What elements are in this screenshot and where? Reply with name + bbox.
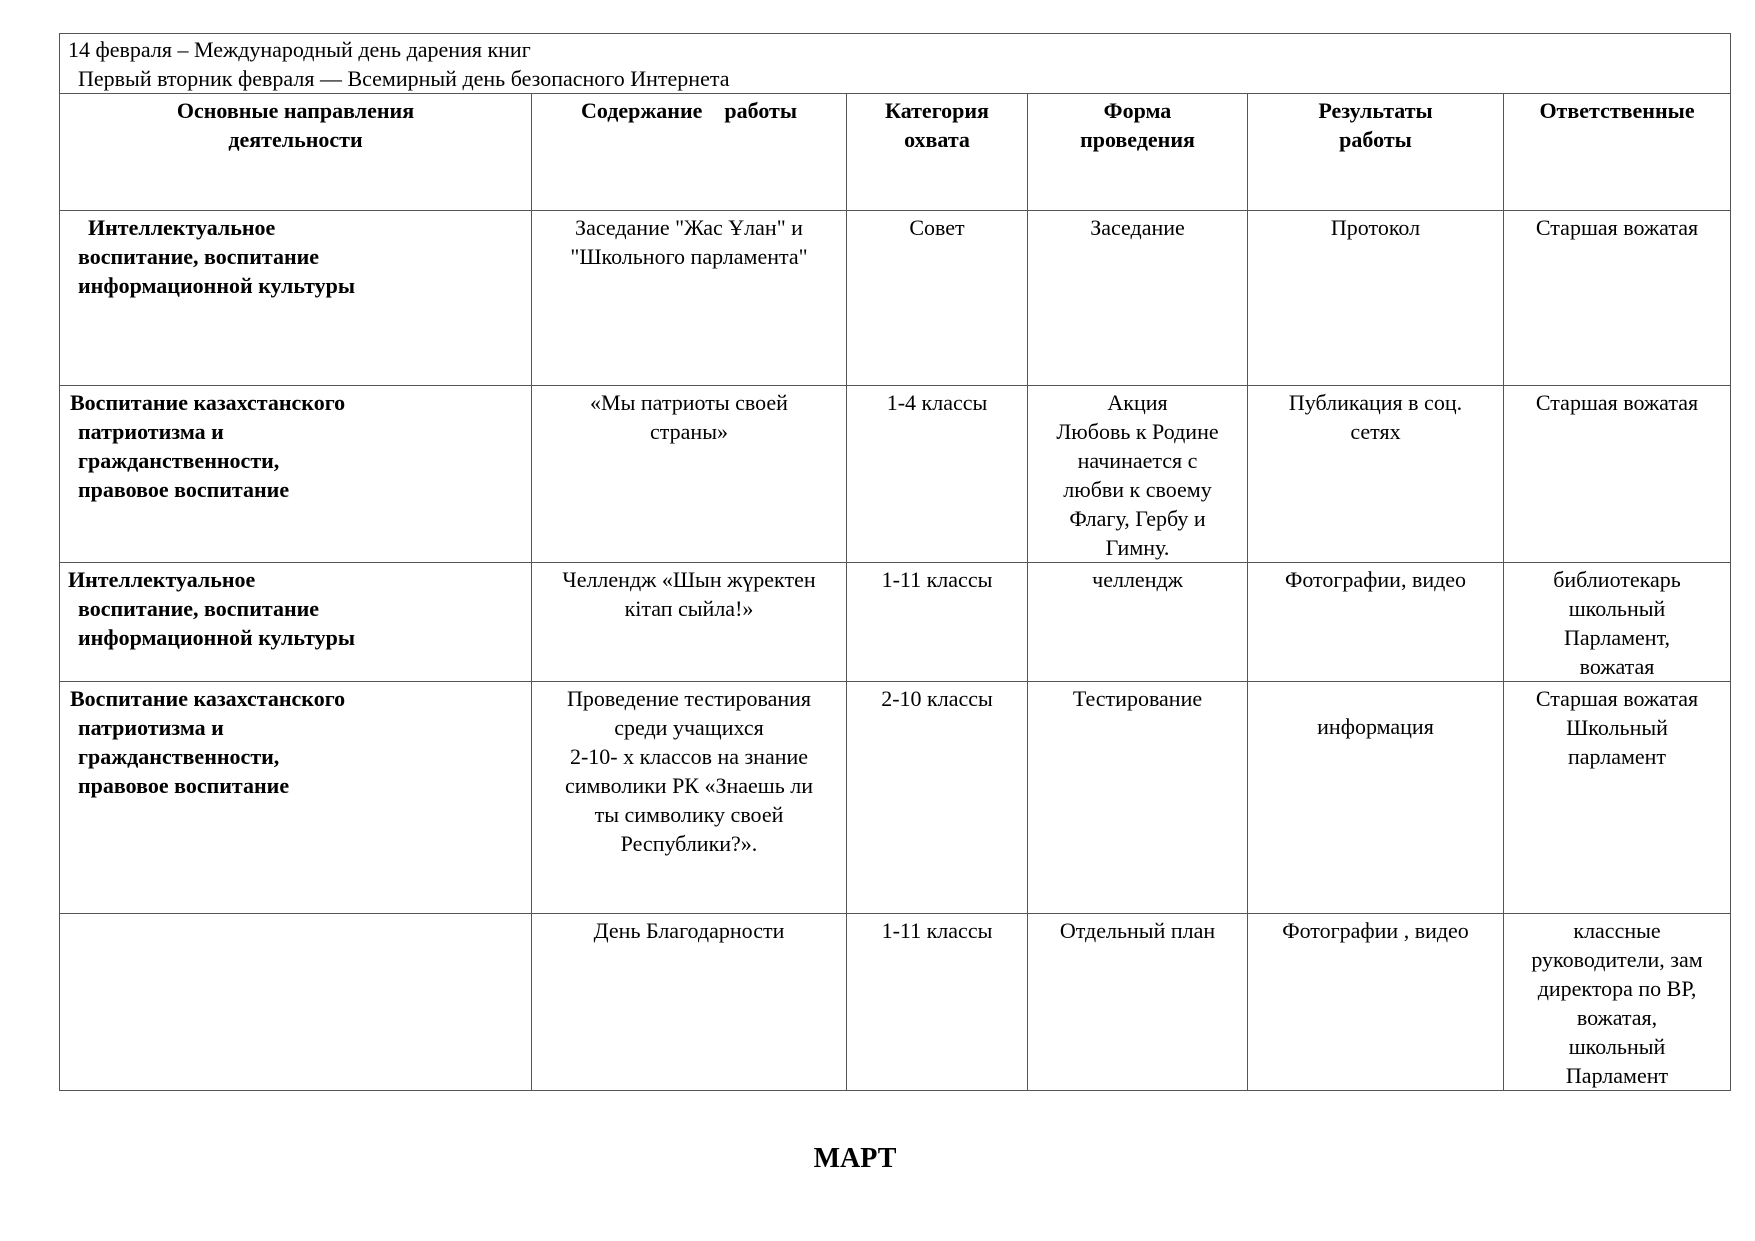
responsible-line: Старшая вожатая [1535, 686, 1699, 711]
category-cell [847, 386, 1028, 563]
content-line: Челлендж «Шын жүректен [562, 567, 816, 592]
category-value: 1-11 классы [881, 918, 993, 943]
form-line: Любовь к Родине [1056, 419, 1219, 444]
category-cell [847, 914, 1028, 1091]
responsible-line: парламент [1567, 744, 1667, 769]
responsible-line: Старшая вожатая [1535, 390, 1699, 415]
header-direction [60, 94, 532, 211]
results-line: сетях [1350, 419, 1401, 444]
category-value: 1-4 классы [886, 390, 988, 415]
form-line: начинается с [1077, 448, 1198, 473]
content-line: символики РК «Знаешь ли [564, 773, 814, 798]
responsible-cell [1504, 563, 1731, 682]
form-cell [1028, 211, 1248, 386]
direction-cell [60, 386, 532, 563]
direction-line: информационной культуры [78, 273, 356, 298]
table-row [60, 563, 1731, 682]
results-line: Фотографии , видео [1282, 918, 1469, 943]
content-line: страны» [650, 419, 728, 444]
results-line: Фотографии, видео [1284, 567, 1467, 592]
content-line: Заседание "Жас Ұлан" и [575, 215, 803, 240]
content-line: среди учащихся [614, 715, 764, 740]
responsible-line: вожатая [1579, 654, 1655, 679]
results-line: Публикация в соц. [1288, 390, 1463, 415]
responsible-cell [1504, 682, 1731, 914]
direction-cell [60, 682, 532, 914]
content-line: 2-10- х классов на знание [569, 744, 809, 769]
header-form-line: Форма [1103, 98, 1172, 123]
form-line: Флагу, Гербу и [1069, 506, 1206, 531]
content-cell [532, 682, 847, 914]
results-line: информация [1317, 714, 1434, 739]
direction-line: Интеллектуальное [88, 215, 276, 240]
form-line: Акция [1107, 390, 1168, 415]
notice-row [60, 34, 1731, 94]
results-line: Протокол [1330, 215, 1421, 240]
header-results [1248, 94, 1504, 211]
form-cell [1028, 563, 1248, 682]
work-plan-table [59, 33, 1731, 1091]
direction-line: Воспитание казахстанского [70, 390, 346, 415]
content-line: кітап сыйла!» [624, 596, 754, 621]
content-cell [532, 563, 847, 682]
responsible-line: вожатая, [1576, 1005, 1658, 1030]
results-cell [1248, 914, 1504, 1091]
content-cell [532, 914, 847, 1091]
header-category [847, 94, 1028, 211]
responsible-line: библиотекарь [1553, 567, 1681, 592]
content-line: День Благодарности [593, 918, 785, 943]
category-value: 1-11 классы [881, 567, 993, 592]
content-line: ты символику своей [594, 802, 784, 827]
direction-line: воспитание, воспитание [78, 596, 320, 621]
direction-cell-empty [60, 914, 532, 1091]
direction-line: гражданственности, [78, 448, 280, 473]
direction-line: Воспитание казахстанского [70, 686, 346, 711]
header-direction-line: деятельности [228, 127, 363, 152]
responsible-line: Парламент, [1564, 625, 1671, 650]
content-cell [532, 211, 847, 386]
results-cell [1248, 682, 1504, 914]
responsible-cell [1504, 211, 1731, 386]
responsible-line: классные [1573, 918, 1661, 943]
content-line: Республики?». [620, 831, 758, 856]
direction-line: гражданственности, [78, 744, 280, 769]
table-row [60, 914, 1731, 1091]
responsible-line: Парламент [1565, 1063, 1669, 1088]
header-responsible-label: Ответственные [1539, 98, 1695, 123]
table-row [60, 682, 1731, 914]
content-line: «Мы патриоты своей [590, 390, 788, 415]
category-cell [847, 563, 1028, 682]
header-results-line: работы [1339, 127, 1412, 152]
direction-cell [60, 563, 532, 682]
responsible-cell [1504, 386, 1731, 563]
direction-line: информационной культуры [78, 625, 356, 650]
header-content [532, 94, 847, 211]
form-line: челлендж [1092, 567, 1183, 592]
category-cell [847, 682, 1028, 914]
responsible-line: Старшая вожатая [1535, 215, 1699, 240]
header-row [60, 94, 1731, 211]
form-line: Заседание [1090, 215, 1185, 240]
responsible-line: школьный [1568, 596, 1666, 621]
direction-line: правовое воспитание [78, 773, 290, 798]
header-category-line: Категория [885, 98, 989, 123]
direction-cell [60, 211, 532, 386]
responsible-line: директора по ВР, [1537, 976, 1697, 1001]
form-line: Гимну. [1105, 535, 1170, 560]
form-cell [1028, 386, 1248, 563]
results-cell [1248, 211, 1504, 386]
content-cell [532, 386, 847, 563]
direction-line: воспитание, воспитание [78, 244, 320, 269]
direction-line: патриотизма и [78, 419, 224, 444]
form-line: Тестирование [1072, 686, 1203, 711]
results-cell [1248, 386, 1504, 563]
form-cell [1028, 682, 1248, 914]
category-value: 2-10 классы [881, 686, 993, 711]
results-cell [1248, 563, 1504, 682]
direction-line: правовое воспитание [78, 477, 290, 502]
header-results-line: Результаты [1318, 98, 1433, 123]
notice-cell [60, 34, 1731, 94]
notice-line-internet-day: Первый вторник февраля — Всемирный день безопасного Интернета [78, 66, 730, 91]
responsible-line: школьный [1568, 1034, 1666, 1059]
header-content-label: Содержание работы [580, 98, 798, 123]
form-cell [1028, 914, 1248, 1091]
responsible-line: Школьный [1566, 715, 1668, 740]
table-row [60, 211, 1731, 386]
table-row [60, 386, 1731, 563]
form-line: Отдельный план [1059, 918, 1216, 943]
header-category-line: охвата [904, 127, 970, 152]
responsible-cell [1504, 914, 1731, 1091]
month-heading: МАРТ [813, 1143, 897, 1174]
notice-line-book-day: 14 февраля – Международный день дарения книг [68, 37, 531, 62]
category-cell [847, 211, 1028, 386]
header-direction-line: Основные направления [176, 98, 415, 123]
header-responsible [1504, 94, 1731, 211]
form-line: любви к своему [1063, 477, 1212, 502]
direction-line: Интеллектуальное [68, 567, 256, 592]
header-form [1028, 94, 1248, 211]
header-form-line: проведения [1080, 127, 1195, 152]
category-value: Совет [909, 215, 965, 240]
direction-line: патриотизма и [78, 715, 224, 740]
content-line: Проведение тестирования [567, 686, 811, 711]
content-line: "Школьного парламента" [570, 244, 808, 269]
responsible-line: руководители, зам [1531, 947, 1703, 972]
